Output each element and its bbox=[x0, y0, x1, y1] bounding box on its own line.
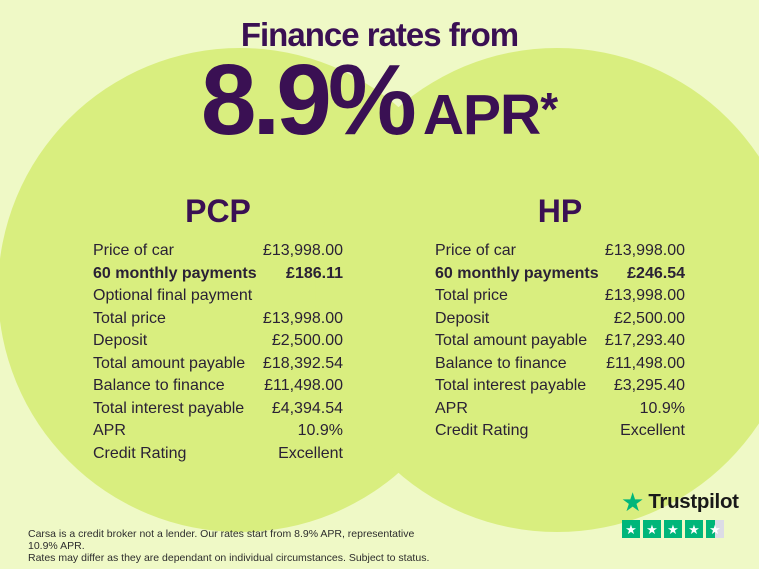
row-label: Price of car bbox=[435, 242, 516, 260]
row-label: Total amount payable bbox=[93, 354, 246, 372]
row-label: APR bbox=[93, 422, 126, 440]
row-label: Balance to finance bbox=[93, 377, 225, 395]
row-label: Total price bbox=[435, 287, 508, 305]
row-label: Total interest payable bbox=[435, 377, 587, 395]
row-label: 60 monthly payments bbox=[93, 264, 257, 282]
trustpilot-star-box: ★ bbox=[643, 520, 661, 538]
trustpilot-rating-stars bbox=[622, 520, 739, 538]
finance-row bbox=[93, 330, 343, 353]
finance-row bbox=[93, 375, 343, 398]
row-value: 10.9% bbox=[639, 399, 685, 417]
row-label: Total amount payable bbox=[435, 332, 588, 350]
row-label: Credit Rating bbox=[435, 422, 529, 440]
finance-row bbox=[435, 375, 685, 398]
row-label: Credit Rating bbox=[93, 444, 187, 462]
hp-title: HP bbox=[537, 193, 583, 229]
pcp-panel bbox=[93, 195, 343, 465]
row-value: £186.11 bbox=[286, 264, 343, 282]
hp-panel bbox=[435, 195, 685, 443]
row-value: £13,998.00 bbox=[262, 242, 343, 260]
row-label: Deposit bbox=[93, 332, 148, 350]
row-value: £13,998.00 bbox=[262, 309, 343, 327]
disclaimer-line-1: Carsa is a credit broker not a lender. Our rates start from 8.9% APR, representative 10.9% APR. bbox=[28, 527, 415, 552]
trustpilot-widget bbox=[621, 489, 739, 538]
banner-title: Finance rates from bbox=[240, 16, 519, 53]
trustpilot-star-box: ★ bbox=[685, 520, 703, 538]
finance-row bbox=[93, 443, 343, 466]
finance-row bbox=[435, 330, 685, 353]
row-label: Balance to finance bbox=[435, 354, 567, 372]
finance-row bbox=[435, 398, 685, 421]
row-value: £246.54 bbox=[627, 264, 685, 282]
row-value: £13,998.00 bbox=[604, 242, 685, 260]
row-label: Deposit bbox=[435, 309, 490, 327]
hero-rate-value: 8.9% bbox=[200, 44, 413, 156]
pcp-rows bbox=[93, 240, 343, 465]
trustpilot-logo bbox=[621, 489, 739, 515]
row-value: 10.9% bbox=[297, 422, 343, 440]
row-label: Price of car bbox=[93, 242, 174, 260]
finance-row bbox=[435, 240, 685, 263]
row-value: Excellent bbox=[278, 444, 343, 462]
row-value: £4,394.54 bbox=[271, 399, 343, 417]
finance-row bbox=[435, 285, 685, 308]
row-label: Total price bbox=[93, 309, 166, 327]
finance-row bbox=[93, 240, 343, 263]
row-label: Total interest payable bbox=[93, 399, 245, 417]
finance-row bbox=[435, 353, 685, 376]
row-label: Optional final payment bbox=[93, 287, 253, 305]
finance-row bbox=[93, 398, 343, 421]
row-value: £3,295.40 bbox=[613, 377, 685, 395]
row-label: APR bbox=[435, 399, 468, 417]
hero-rate bbox=[0, 44, 759, 156]
pcp-title: PCP bbox=[185, 193, 251, 229]
row-label: 60 monthly payments bbox=[435, 264, 599, 282]
row-value: £18,392.54 bbox=[262, 354, 343, 372]
row-value: £2,500.00 bbox=[271, 332, 343, 350]
trustpilot-star-icon: ★ bbox=[621, 487, 645, 517]
trustpilot-wordmark: Trustpilot bbox=[648, 490, 739, 513]
trustpilot-star-box: ★ bbox=[664, 520, 682, 538]
finance-row bbox=[435, 308, 685, 331]
disclaimer-line-2: Rates may differ as they are dependant on individual circumstances. Subject to status. bbox=[28, 551, 430, 564]
finance-row bbox=[93, 285, 343, 308]
trustpilot-star-box: ★ bbox=[706, 520, 724, 538]
row-value: £11,498.00 bbox=[264, 377, 343, 395]
finance-row bbox=[435, 263, 685, 286]
trustpilot-star-box: ★ bbox=[622, 520, 640, 538]
finance-row bbox=[93, 420, 343, 443]
finance-row bbox=[435, 420, 685, 443]
row-value: £17,293.40 bbox=[604, 332, 685, 350]
hp-rows bbox=[435, 240, 685, 443]
row-value: £13,998.00 bbox=[604, 287, 685, 305]
row-value: £2,500.00 bbox=[613, 309, 685, 327]
hero-rate-unit: APR bbox=[422, 83, 541, 147]
finance-row bbox=[93, 353, 343, 376]
row-value: £11,498.00 bbox=[606, 354, 685, 372]
disclaimer-text bbox=[28, 528, 438, 564]
finance-row bbox=[93, 263, 343, 286]
hero-asterisk: * bbox=[540, 83, 559, 135]
row-value: Excellent bbox=[620, 422, 685, 440]
finance-row bbox=[93, 308, 343, 331]
